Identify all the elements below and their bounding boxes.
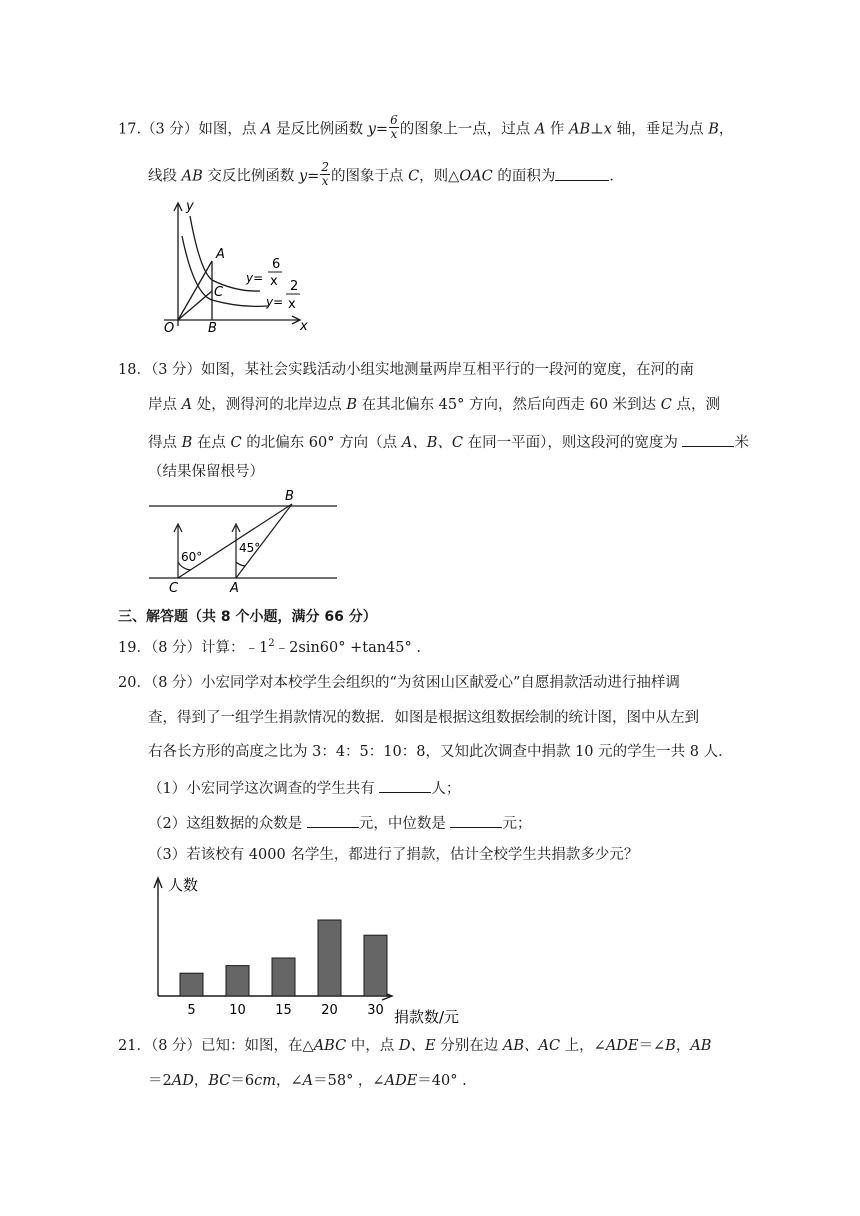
segment-OC xyxy=(178,291,212,320)
axis-y-label: y xyxy=(186,199,194,214)
q18-line-3: 得点 B 在点 C 的北偏东 60° 方向（点 A、B、C 在同一平面），则这段河的宽度为 米 xyxy=(148,430,749,453)
answer-blank xyxy=(379,776,431,793)
angle-arc-45 xyxy=(236,562,245,566)
q17-figure xyxy=(140,196,315,344)
point-A-label: A xyxy=(216,247,225,262)
angle-45-label: 45° xyxy=(239,541,261,555)
label-y2-den: x xyxy=(288,297,296,312)
x-tick-label: 15 xyxy=(275,1003,292,1018)
q17-number: 17. xyxy=(118,121,142,138)
chart-x-label: 捐款数/元 xyxy=(394,1008,460,1026)
bar-20 xyxy=(318,920,341,996)
q20-sub-1: （1）小宏同学这次调查的学生共有 人； xyxy=(148,776,460,799)
bar-5 xyxy=(180,973,203,996)
donation-bar-chart xyxy=(140,872,480,1030)
fraction-6-over-x: $\frac{6}{x}$ xyxy=(390,113,398,141)
q17-line-2: 线段 AB 交反比例函数 y= $\frac{2}{x}$ 的图象于点 C，则△OAC 的面积为 ． xyxy=(148,160,624,188)
q20-line-2: 查，得到了一组学生捐款情况的数据．如图是根据这组数据绘制的统计图，图中从左到 xyxy=(148,710,699,726)
answer-blank xyxy=(555,164,609,181)
q21-line-1: 21．（8 分）已知：如图，在△ABC 中，点 D、E 分别在边 AB、AC 上，∠ADE＝∠B，AB xyxy=(118,1038,712,1054)
q20-sub-3: （3）若该校有 4000 名学生，都进行了捐款，估计全校学生共捐款多少元？ xyxy=(148,847,639,863)
label-y6-prefix: y= xyxy=(246,271,264,285)
x-tick-label: 30 xyxy=(367,1003,384,1018)
q20-line-3: 右各长方形的高度之比为 3：4：5：10：8，又知此次调查中捐款 10 元的学生一共 8 人． xyxy=(148,744,733,760)
point-C-label: C xyxy=(214,285,224,300)
line-CB xyxy=(178,504,292,578)
point-O-label: O xyxy=(164,321,175,336)
q18-line-2: 岸点 A 处，测得河的北岸边点 B 在其北偏东 45° 方向，然后向西走 60 米到达 C 点，测 xyxy=(148,397,720,413)
q20-sub-2: （2）这组数据的众数是 元，中位数是 元； xyxy=(148,811,531,834)
q18-figure xyxy=(145,486,345,598)
point-A-label: A xyxy=(230,581,239,596)
fraction-2-over-x: $\frac{2}{x}$ xyxy=(321,160,329,188)
q19-line: 19．（8 分）计算：$﹣1^2﹣2\sin 60^\circ +\tan 45^\circ$ . xyxy=(118,638,421,656)
bar-30 xyxy=(364,935,387,996)
chart-y-label: 人数 xyxy=(168,876,199,894)
point-C-label: C xyxy=(169,581,179,596)
answer-blank xyxy=(450,811,502,828)
point-B-label: B xyxy=(208,321,217,336)
bar-15 xyxy=(272,958,295,996)
answer-blank xyxy=(682,430,734,447)
angle-60-label: 60° xyxy=(181,550,203,564)
q18-line-4: （结果保留根号） xyxy=(148,464,264,480)
q17-line-1: 17.（3 分）如图，点 A 是反比例函数 y= $\frac{6}{x}$ 的图象上一点，过点 A 作 AB⊥x 轴，垂足为点 B， xyxy=(118,113,734,141)
label-y6-num: 6 xyxy=(272,257,281,272)
label-y6-den: x xyxy=(270,274,278,289)
q20-line-1: 20．（8 分）小宏同学对本校学生会组织的“为贫困山区献爱心”自愿捐款活动进行抽样调 xyxy=(118,675,680,691)
x-tick-label: 20 xyxy=(321,1003,338,1018)
label-y2-num: 2 xyxy=(290,279,299,294)
bar-10 xyxy=(226,966,249,996)
x-tick-label: 5 xyxy=(187,1003,196,1018)
q21-line-2: ＝2AD，BC＝6cm，∠A＝58° ，∠ADE＝40° . xyxy=(148,1073,467,1089)
axis-x-label: x xyxy=(300,319,308,334)
x-tick-label: 10 xyxy=(229,1003,246,1018)
section-3-heading: 三、解答题（共 8 个小题，满分 66 分） xyxy=(118,609,377,625)
point-B-label: B xyxy=(285,489,294,504)
segment-OA xyxy=(178,261,212,320)
answer-blank xyxy=(307,811,359,828)
q18-line-1: 18．（3 分）如图，某社会实践活动小组实地测量两岸互相平行的一段河的宽度，在河的南 xyxy=(118,362,695,378)
label-y2-prefix: y= xyxy=(266,295,284,309)
